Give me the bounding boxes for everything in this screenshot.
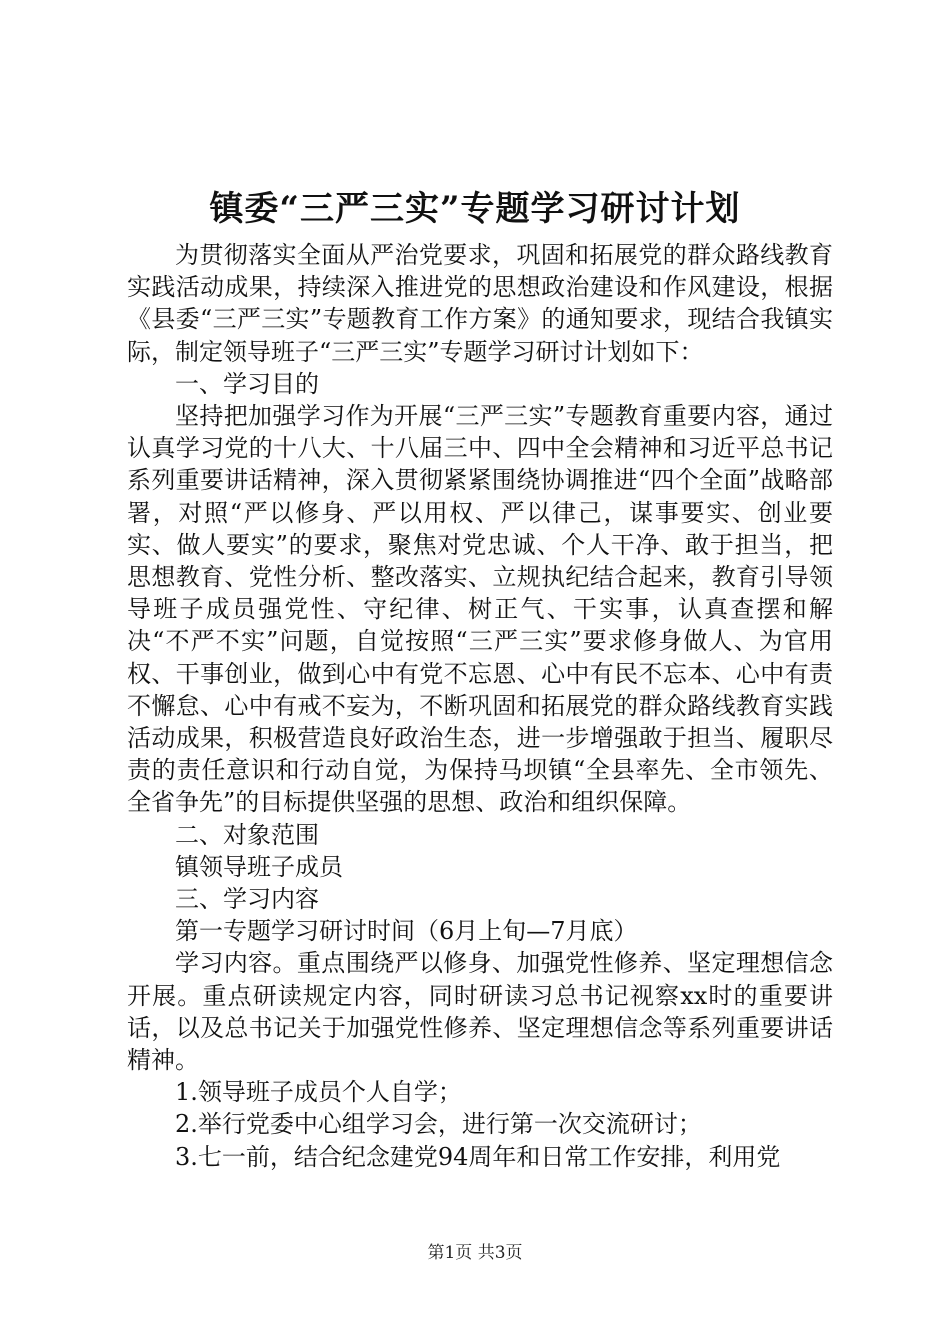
- section-heading-purpose: 一、学习目的: [175, 369, 319, 398]
- purpose-paragraph: 坚持把加强学习作为开展“三严三实”专题教育重要内容，通过认真学习党的十八大、十八届三中、四中全会精神和习近平总书记系列重要讲话精神，深入贯彻紧紧围绕协调推进“四个全面”战略部署，对照“严以修身、严以用权、严以律己，谋事要实、创业要实、做人要实”的要求，聚焦对党忠诚、个人干净、敢于担当，把思想教育、党性分析、整改落实、立规执纪结合起来，教育引导领导班子成员强党性、守纪律、树正气、干实事，认真查摆和解决“不严不实”问题，自觉按照“三严三实”要求修身做人、为官用权、干事创业，做到心中有党不忘恩、心中有民不忘本、心中有责不懈怠、心中有戒不妄为，不断巩固和拓展党的群众路线教育实践活动成果，积极营造良好政治生态，进一步增强敢于担当、履职尽责的责任意识和行动自觉，为保持马坝镇“全县率先、全市领先、全省争先”的目标提供坚强的思想、政治和组织保障。: [127, 402, 833, 817]
- document-body: [127, 239, 833, 1173]
- intro-paragraph: 为贯彻落实全面从严治党要求，巩固和拓展党的群众路线教育实践活动成果，持续深入推进党的思想政治建设和作风建设，根据《县委“三严三实”专题教育工作方案》的通知要求，现结合我镇实际，制定领导班子“三严三实”专题学习研讨计划如下：: [127, 241, 833, 366]
- topic-one-heading: 第一专题学习研讨时间（6月上旬—7月底）: [175, 917, 638, 946]
- section-heading-content: 三、学习内容: [175, 885, 319, 914]
- topic-one-paragraph: 学习内容。重点围绕严以修身、加强党性修养、坚定理想信念开展。重点研读规定内容，同时研读习总书记视察xx时的重要讲话，以及总书记关于加强党性修养、坚定理想信念等系列重要讲话精神。: [127, 949, 833, 1075]
- list-item: 1.领导班子成员个人自学；: [175, 1078, 462, 1107]
- section-heading-scope: 二、对象范围: [175, 820, 319, 849]
- document-title: 镇委“三严三实”专题学习研讨计划: [209, 189, 741, 229]
- page-number: 第1页 共3页: [427, 1243, 523, 1263]
- list-item: 2.举行党委中心组学习会，进行第一次交流研讨；: [175, 1110, 702, 1139]
- scope-paragraph: 镇领导班子成员: [175, 852, 343, 881]
- list-item: 3.七一前，结合纪念建党94周年和日常工作安排，利用党: [175, 1142, 781, 1171]
